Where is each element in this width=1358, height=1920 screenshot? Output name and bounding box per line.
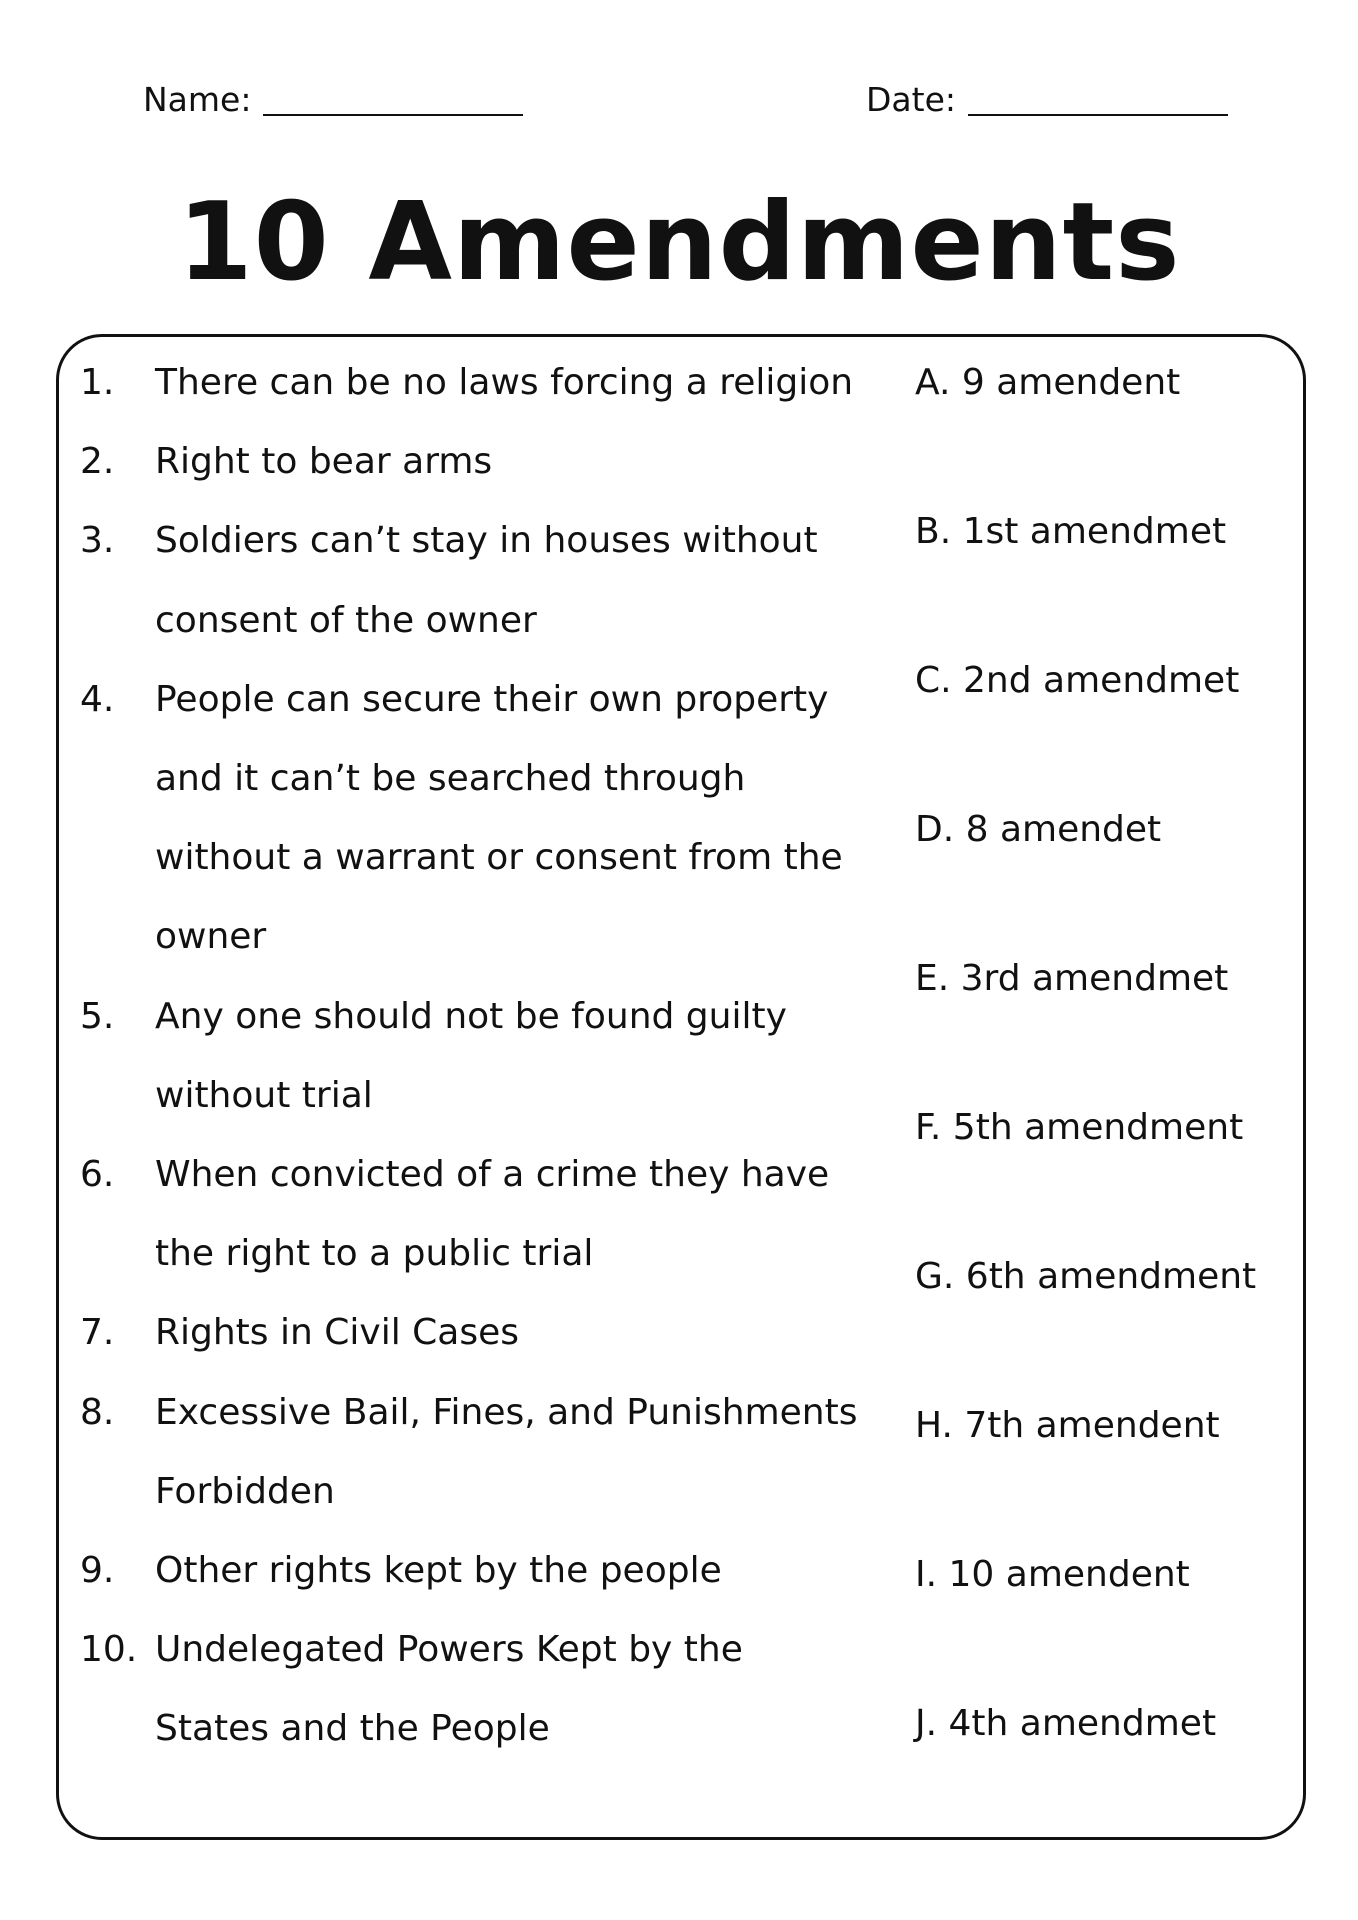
question-number: 7. <box>80 1312 115 1354</box>
answer-item: J. 4th amendmet <box>915 1703 1217 1744</box>
name-blank-line[interactable] <box>263 114 523 116</box>
answer-item: C. 2nd amendmet <box>915 660 1240 701</box>
name-field[interactable] <box>143 78 523 122</box>
question-item <box>80 1135 880 1293</box>
question-text: There can be no laws forcing a religion <box>155 362 854 403</box>
question-item <box>80 660 880 977</box>
question-number: 6. <box>80 1154 115 1196</box>
question-text: When convicted of a crime they have the right to a public trial <box>155 1154 830 1275</box>
question-text: Other rights kept by the people <box>155 1550 722 1592</box>
question-item <box>80 501 880 659</box>
question-number: 3. <box>80 520 115 562</box>
question-text: Undelegated Powers Kept by the States and the People <box>155 1629 743 1750</box>
question-text: Soldiers can’t stay in houses without consent of the owner <box>155 520 818 641</box>
question-number: 1. <box>80 362 115 403</box>
question-item <box>80 1293 880 1372</box>
answer-item: G. 6th amendment <box>915 1256 1257 1297</box>
page-title: 10 Amendments <box>177 180 1181 305</box>
answer-item: D. 8 amendet <box>915 809 1162 850</box>
question-item <box>80 343 880 422</box>
answers-list <box>915 343 1295 1833</box>
question-item <box>80 422 880 501</box>
question-text: People can secure their own property and it can’t be searched through without a warrant or consent from the owner <box>155 678 843 958</box>
question-text: Right to bear arms <box>155 441 493 483</box>
question-item <box>80 977 880 1135</box>
answer-item: F. 5th amendment <box>915 1107 1244 1148</box>
date-label: Date: <box>866 80 956 119</box>
question-item <box>80 1373 880 1531</box>
name-label: Name: <box>143 80 252 119</box>
answer-item: B. 1st amendmet <box>915 511 1227 552</box>
question-number: 10. <box>80 1629 138 1671</box>
answer-item: H. 7th amendent <box>915 1405 1220 1446</box>
answer-item: I. 10 amendent <box>915 1554 1190 1595</box>
date-blank-line[interactable] <box>968 114 1228 116</box>
answer-item: E. 3rd amendmet <box>915 958 1229 999</box>
date-field[interactable] <box>866 78 1228 122</box>
question-text: Excessive Bail, Fines, and Punishments Forbidden <box>155 1391 858 1512</box>
questions-list <box>80 343 880 1769</box>
answer-item: A. 9 amendent <box>915 362 1181 403</box>
question-number: 5. <box>80 995 115 1037</box>
question-item <box>80 1531 880 1610</box>
question-number: 4. <box>80 678 115 720</box>
question-number: 2. <box>80 441 115 483</box>
question-item <box>80 1610 880 1768</box>
question-number: 8. <box>80 1391 115 1433</box>
question-number: 9. <box>80 1550 115 1592</box>
question-text: Rights in Civil Cases <box>155 1312 520 1354</box>
question-text: Any one should not be found guilty without trial <box>155 995 787 1116</box>
